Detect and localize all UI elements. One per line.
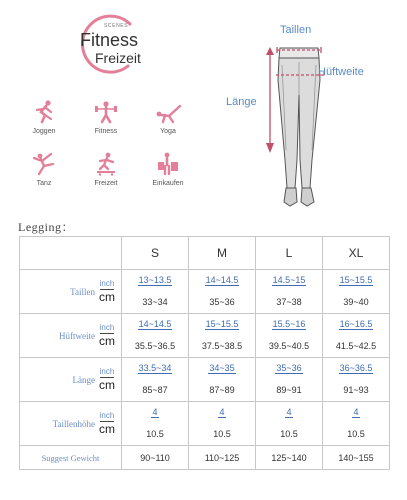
weight-value: 110~125 — [189, 446, 256, 470]
inch-value: 14.5~15 — [272, 275, 306, 286]
table-row-gewicht — [20, 446, 390, 470]
activity-joggen — [14, 100, 74, 135]
illustration-label-hueftweite: Hüftweite — [318, 66, 364, 78]
table-cell — [189, 358, 256, 402]
weight-value: 90~110 — [122, 446, 189, 470]
row-label-cell — [20, 270, 122, 314]
unit-cm: cm — [99, 334, 115, 348]
cm-value: 10.5 — [213, 429, 231, 440]
unit-inch: inch — [99, 367, 115, 376]
legging-illustration — [220, 20, 407, 210]
cm-value: 91~93 — [343, 385, 369, 396]
header-size-m: M — [189, 237, 256, 270]
activity-einkaufen — [138, 152, 198, 187]
row-label: Taillenhöhe — [52, 418, 95, 429]
cm-value: 33~34 — [142, 297, 168, 308]
table-cell — [323, 314, 390, 358]
table-cell — [323, 358, 390, 402]
row-label: Hüftweite — [59, 330, 95, 341]
table-cell — [323, 270, 390, 314]
running-person-icon — [31, 100, 57, 124]
table-cell — [122, 402, 189, 446]
row-label: Länge — [72, 374, 95, 385]
cm-value: 37~38 — [276, 297, 302, 308]
activity-label: Fitness — [94, 128, 118, 135]
table-cell — [256, 402, 323, 446]
legging-icon — [220, 20, 407, 210]
cm-value: 41.5~42.5 — [335, 341, 377, 352]
cm-value: 10.5 — [347, 429, 365, 440]
inch-value: 4 — [286, 407, 292, 418]
cm-value: 89~91 — [276, 385, 302, 396]
shopping-bags-icon — [155, 152, 181, 176]
badge-scenes-text: SCENES — [104, 23, 129, 29]
illustration-label-laenge: Länge — [226, 96, 257, 108]
unit-stack — [99, 279, 115, 304]
unit-stack — [99, 367, 115, 392]
scenes-badge — [68, 14, 148, 76]
table-row-laenge — [20, 358, 390, 402]
table-cell — [189, 402, 256, 446]
table-cell — [256, 314, 323, 358]
activity-label: Yoga — [160, 128, 176, 135]
unit-cm: cm — [99, 290, 115, 304]
table-cell — [189, 270, 256, 314]
weight-value: 125~140 — [256, 446, 323, 470]
activity-label: Tanz — [36, 180, 52, 187]
table-cell — [122, 358, 189, 402]
unit-inch: inch — [99, 323, 115, 332]
table-cell — [323, 402, 390, 446]
row-label-cell — [20, 402, 122, 446]
inch-value: 14~14.5 — [138, 319, 172, 330]
cm-value: 87~89 — [209, 385, 235, 396]
size-table — [19, 236, 390, 470]
unit-cm: cm — [99, 422, 115, 436]
activity-label: Joggen — [32, 128, 56, 135]
table-row-hueftweite — [20, 314, 390, 358]
activity-freizeit — [76, 152, 136, 187]
row-label: Taillen — [70, 286, 95, 297]
inch-value: 35~36 — [276, 363, 302, 374]
header-size-s: S — [122, 237, 189, 270]
header-blank — [20, 237, 122, 270]
row-label-cell — [20, 314, 122, 358]
table-header-row — [20, 237, 390, 270]
unit-inch: inch — [99, 411, 115, 420]
cm-value: 39~40 — [343, 297, 369, 308]
cm-value: 35.5~36.5 — [134, 341, 176, 352]
illustration-label-taillen: Taillen — [280, 24, 312, 36]
badge-fitness-text: Fitness — [80, 30, 139, 50]
inch-value: 14~14.5 — [205, 275, 239, 286]
activity-label: Freizeit — [94, 180, 118, 187]
unit-cm: cm — [99, 378, 115, 392]
activity-tanz — [14, 152, 74, 187]
cm-value: 10.5 — [280, 429, 298, 440]
inch-value: 34~35 — [209, 363, 235, 374]
unit-stack — [99, 411, 115, 436]
dumbbell-person-icon — [93, 100, 119, 124]
unit-inch: inch — [99, 279, 115, 288]
inch-value: 15~15.5 — [205, 319, 239, 330]
unit-stack — [99, 323, 115, 348]
table-cell — [122, 270, 189, 314]
inch-value: 36~36.5 — [339, 363, 373, 374]
cm-value: 35~36 — [209, 297, 235, 308]
cm-value: 85~87 — [142, 385, 168, 396]
activity-label: Einkaufen — [152, 180, 184, 187]
table-row-taillenhoehe — [20, 402, 390, 446]
inch-value: 4 — [353, 407, 359, 418]
activity-fitness — [76, 100, 136, 135]
inch-value: 4 — [152, 407, 158, 418]
dancing-person-icon — [31, 152, 57, 176]
cm-value: 37.5~38.5 — [201, 341, 243, 352]
inch-value: 16~16.5 — [339, 319, 373, 330]
inch-value: 13~13.5 — [138, 275, 172, 286]
table-row-taillen — [20, 270, 390, 314]
inch-value: 15.5~16 — [272, 319, 306, 330]
table-cell — [189, 314, 256, 358]
cm-value: 39.5~40.5 — [268, 341, 310, 352]
yoga-person-icon — [153, 100, 183, 124]
inch-value: 4 — [219, 407, 225, 418]
row-label: Suggest Gewicht — [20, 446, 122, 470]
header-size-l: L — [256, 237, 323, 270]
table-cell — [122, 314, 189, 358]
inch-value: 33.5~34 — [138, 363, 172, 374]
header-size-xl: XL — [323, 237, 390, 270]
inch-value: 15~15.5 — [339, 275, 373, 286]
weight-value: 140~155 — [323, 446, 390, 470]
activity-yoga — [138, 100, 198, 135]
table-cell — [256, 358, 323, 402]
skateboard-person-icon — [93, 152, 119, 176]
table-cell — [256, 270, 323, 314]
table-heading: Legging： — [18, 220, 74, 234]
badge-freizeit-text: Freizeit — [95, 50, 141, 66]
cm-value: 10.5 — [146, 429, 164, 440]
row-label-cell — [20, 358, 122, 402]
